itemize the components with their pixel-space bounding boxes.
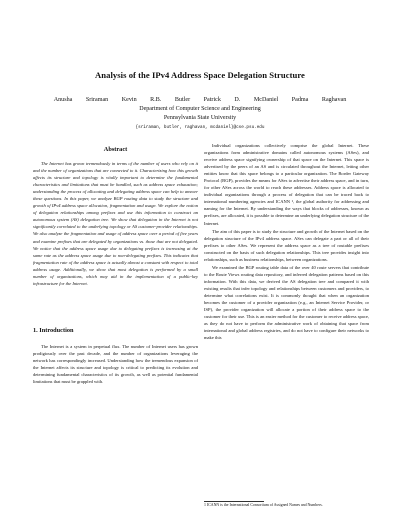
affiliation-university: Pennsylvania State University [163, 115, 237, 121]
abstract-text: The Internet has grown tremendously in terms of the number of users who rely on it and the number of organizations that are connected to it. Characterizing how this growth affects its structure and topology is vitally important to determine the fundamental characteristics and limitations that must be handled, such as address space exhaustion; understanding the process of allocating and delegating address space can help to answer these questions. In this paper, we analyze BGP routing data to study the structure and growth of IPv4 address space allocation, fragmentation and usage. We explore the notion of delegation relationships among prefixes and use this information to construct an autonomous system (AS) delegation tree. We show that delegation in the Internet is not significantly correlated to the underlying topology or AS customer-provider relationships. We also analyze the fragmentation and usage of address space over a period of five years and examine prefixes that are delegated by organizations vs. those that are not delegated. We notice that the address space usage due to delegating prefixes is increasing at the same rate as the address space usage due to non-delegating prefixes. This indicates that fragmentation rate of the address space is actually almost a constant with respect to total address usage. Additionally, we show that most delegation is performed by a small number of organizations, which may aid in the implementation of a public-key infrastructure for the Internet. [33, 161, 198, 286]
introduction-heading: 1. Introduction [33, 327, 74, 334]
abstract-heading: Abstract [103, 146, 128, 153]
footnote-rule [204, 501, 264, 502]
author-emails: {sriraman, butler, raghavan, mcdaniel}@cse.psu.edu [135, 125, 265, 130]
author-name: Kevin R.B. Butler [121, 97, 191, 103]
body-paragraph: We examined the BGP routing table data of the over 40 route servers that contribute to the Route Views routing data repository, and inferred delegation patterns based on this information. With this data, we derived the AS delegation tree and compared it with existing results that infer topology and relationships between customers and providers, to determine what correlations exist. It is commonly thought that when an organization becomes the customer of a provider organization (e.g., an Internet Service Provider, or ISP), the provider organization will allocate a portion of their address space to the customer for their use. This is an easier method for the customer to receive address space, as they do not have to perform the administrative work of obtaining that space from international and global address registries, and do not have to configure their networks to make this [204, 264, 369, 341]
author-name: Patrick D. McDaniel [203, 97, 279, 103]
body-paragraph: The aim of this paper is to study the structure and growth of the Internet based on the delegation structure of the IPv4 address space. ASes can delegate a part or all of their prefixes to other ASes. We represent the address space as a tree of routable prefixes constructed on the basis of such delegation relationships. This tree provides insight into relationships, such as business relationships, between organizations. [204, 228, 369, 262]
introduction-section [33, 0, 198, 518]
body-paragraph: Individual organizations collectively comprise the global Internet. These organizations form administrative domains called autonomous systems (ASes), and receive address space signifying ownership of that space on the Internet. This space is advertised by the peers of an AS and is circulated throughout the Internet, letting other entities know that this space belongs to a particular organization. The Border Gateway Protocol (BGP), provides the means for ASes to advertise their address space, and in turn, for other ASes across the world to reach these addresses. Address space is allocated to individual organizations through a process of delegation that can be traced back to international numbering agencies and ICANN ¹, the global authority for addressing and naming for the Internet. By understanding the ways that blocks of addresses, known as prefixes, are allocated, it is possible to determine an underlying delegation structure of the Internet. [204, 143, 369, 226]
introduction-text: The Internet is a system in perpetual flux. The number of Internet users has grown prodigiously over the past decade, and the number of organizations leveraging the network has correspondingly increased. Understanding how the tremendous expansion of the Internet affects its structure and topology is critical to predicting its evolution and determining fundamental characteristics of its growth, as well as potential fundamental limitations that must be grappled with. [33, 344, 198, 385]
right-column [204, 142, 369, 341]
affiliation-department: Department of Computer Science and Engineering [139, 106, 261, 112]
footnote: 1 ICANN is the International Consortium of Assigned Names and Numbers. [204, 503, 323, 507]
paper-title: Analysis of the IPv4 Address Space Delegation Structure [95, 70, 305, 80]
author-name: Anusha Sriraman [53, 97, 109, 103]
author-name: Padma Raghavan [291, 97, 347, 103]
